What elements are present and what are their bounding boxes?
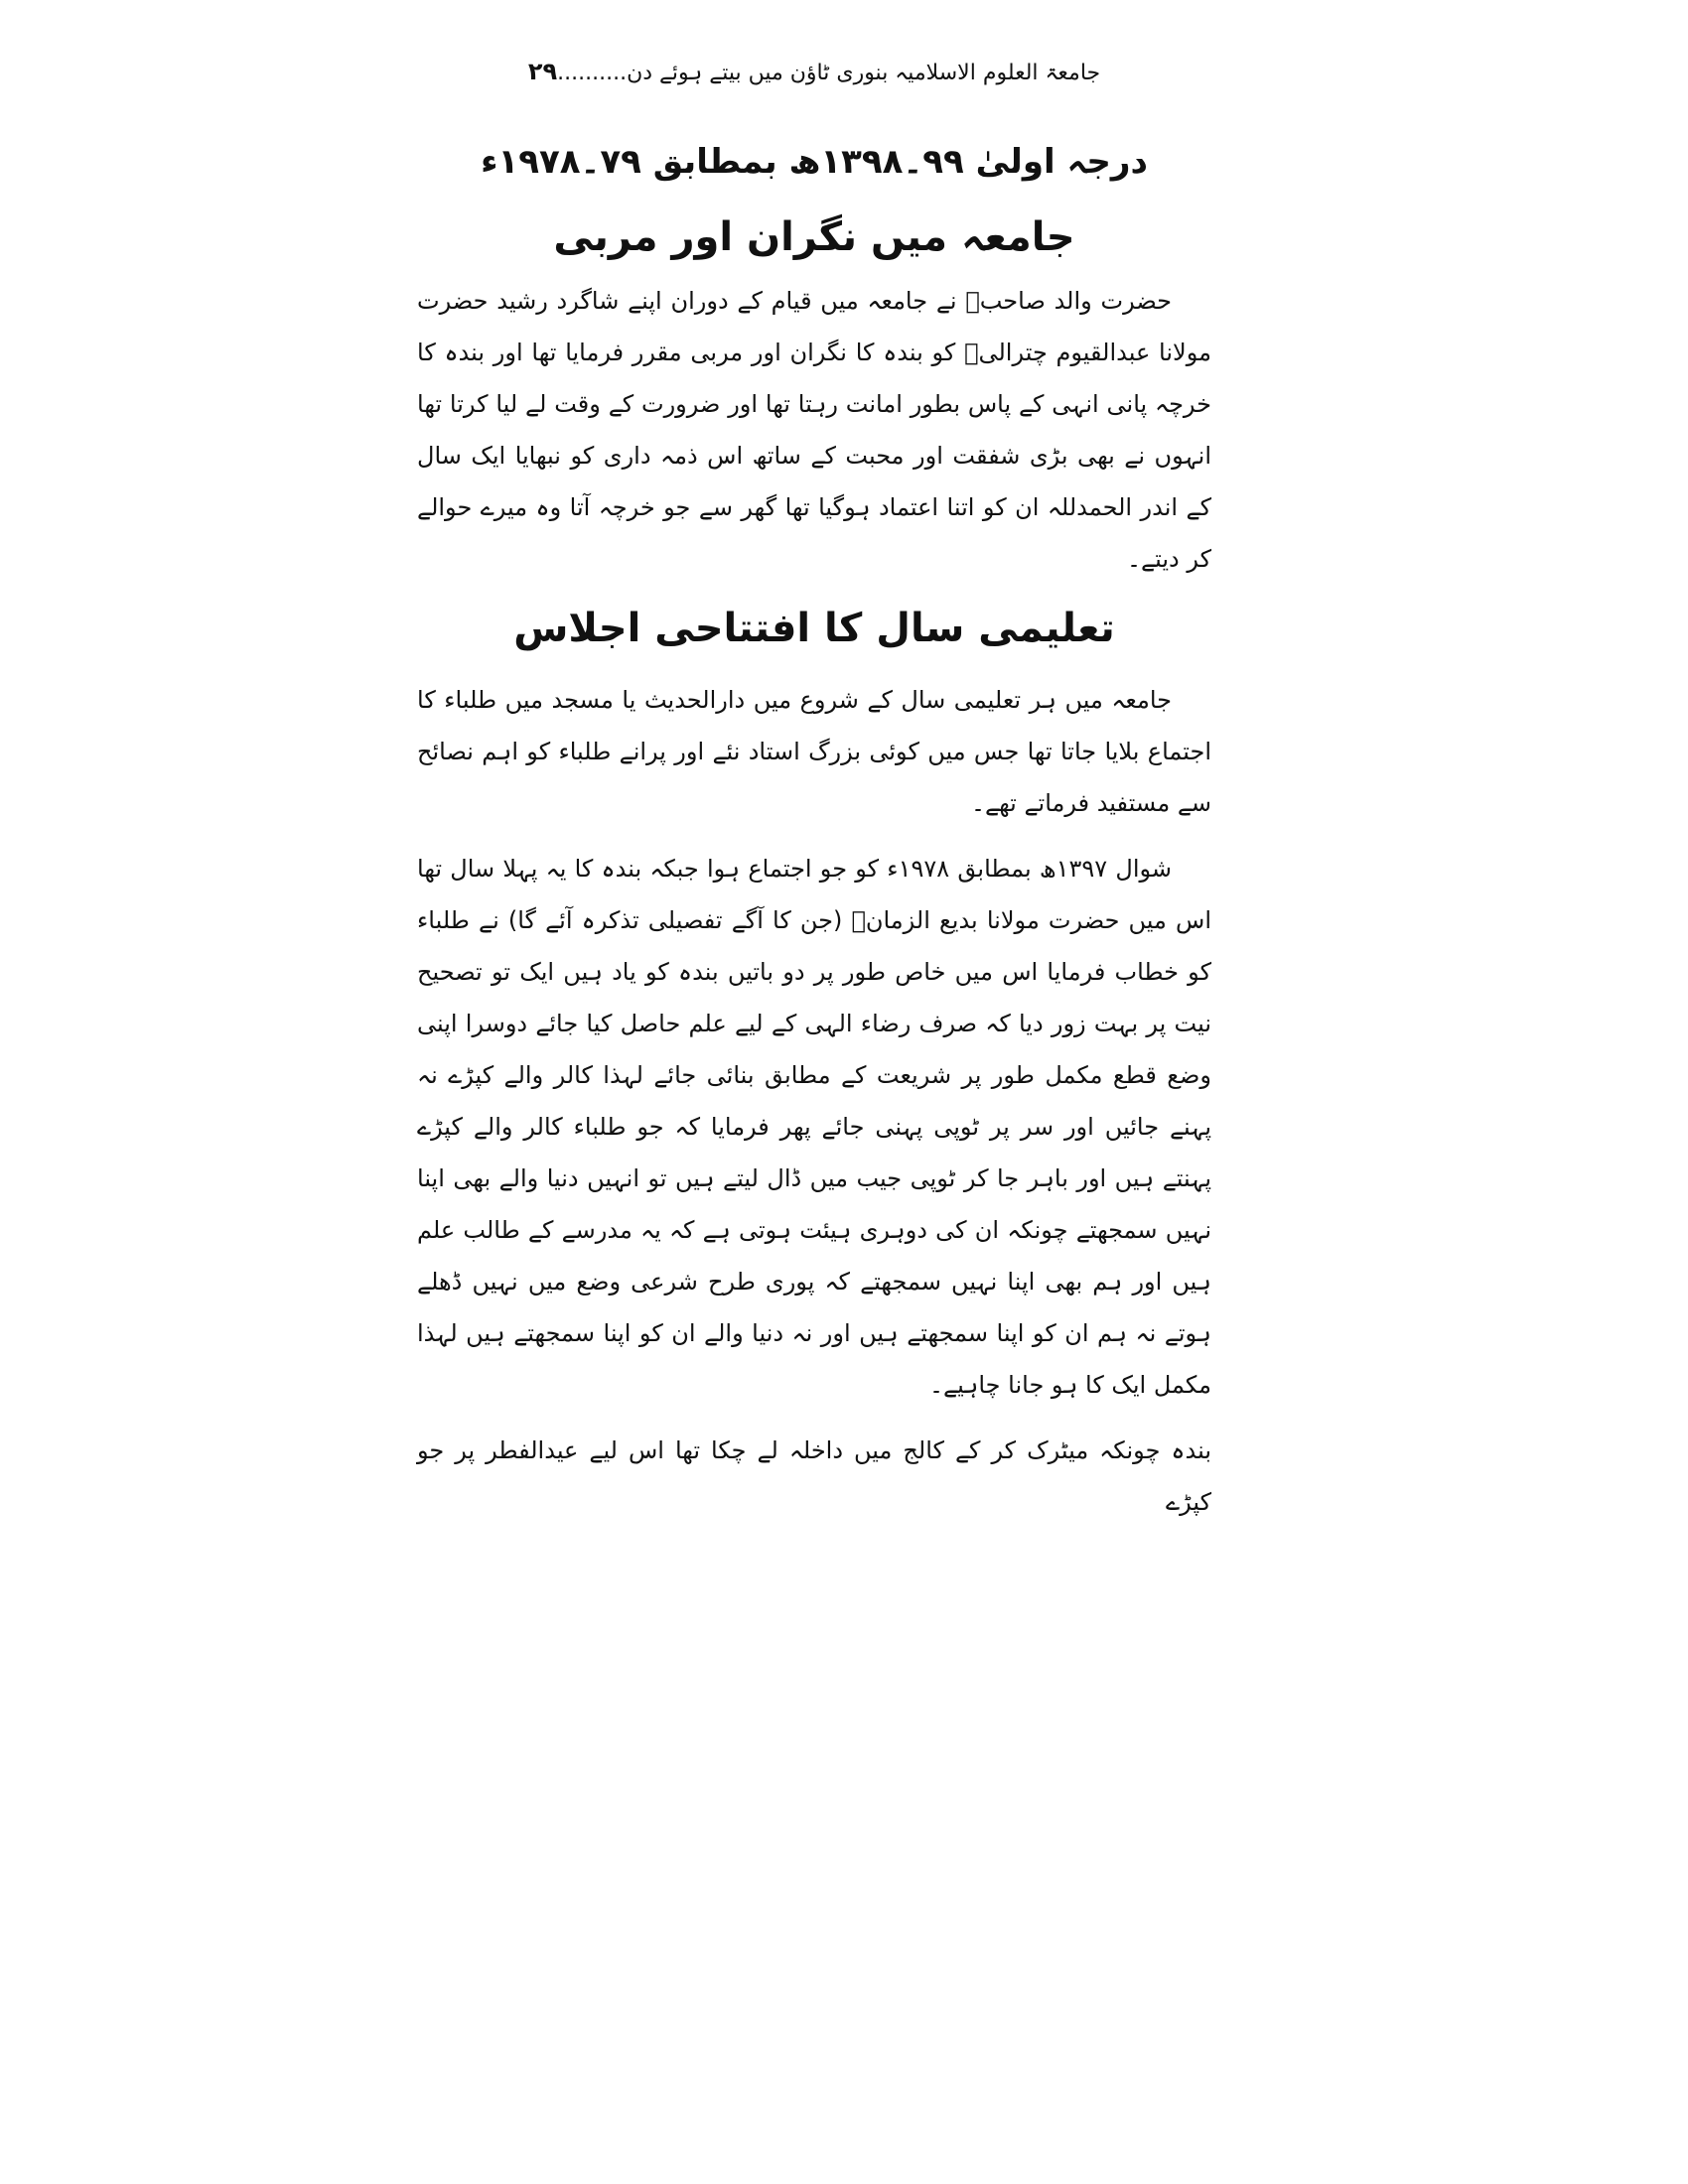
running-header [417,58,1211,85]
paragraph-supervisor: حضرت والد صاحبؒ نے جامعہ میں قیام کے دوران اپنے شاگرد رشید حضرت مولانا عبدالقیوم چترالیؒ کو بندہ کا نگران اور مربی مقرر فرمایا تھا اور بندہ کا خرچہ پانی انہی کے پاس بطور امانت رہتا تھا اور ضرورت کے وقت لے لیا کرتا تھا انہوں نے بھی بڑی شفقت اور محبت کے ساتھ اس ذمہ داری کو نبھایا ایک سال کے اندر الحمدللہ ان کو اتنا اعتماد ہوگیا تھا گھر سے جو خرچہ آتا وہ میرے حوالے کر دیتے۔ [417,287,1211,573]
section-title-opening-session: تعلیمی سال کا افتتاحی اجلاس [513,606,1115,651]
running-head-title: جامعۃ العلوم الاسلامیہ بنوری ٹاؤن میں بیتے ہوئے دن.......... [557,61,1101,85]
page-number: ۲۹ [527,58,558,85]
year-heading: درجہ اولیٰ ۹۹۔۱۳۹۸ھ بمطابق ۷۹۔۱۹۷۸ء [481,142,1148,182]
paragraph-opening-gathering: جامعہ میں ہر تعلیمی سال کے شروع میں دارالحدیث یا مسجد میں طلباء کا اجتماع بلایا جاتا تھا جس میں کوئی بزرگ استاد نئے اور پرانے طلباء کو اہم نصائح سے مستفید فرماتے تھے۔ [417,686,1211,817]
paragraph-matric-college: بندہ چونکہ میٹرک کر کے کالج میں داخلہ لے چکا تھا اس لیے عیدالفطر پر جو کپڑے [417,1436,1211,1516]
section-title-supervisor: جامعہ میں نگران اور مربی [553,214,1075,260]
paragraph-shawwal-address: شوال ۱۳۹۷ھ بمطابق ۱۹۷۸ء کو جو اجتماع ہوا جبکہ بندہ کا یہ پہلا سال تھا اس میں حضرت مولانا بدیع الزمانؒ (جن کا آگے تفصیلی تذکرہ آئے گا) نے طلباء کو خطاب فرمایا اس میں خاص طور پر دو باتیں بندہ کو یاد ہیں ایک تو تصحیح نیت پر بہت زور دیا کہ صرف رضاء الہی کے لیے علم حاصل کیا جائے دوسرا اپنی وضع قطع مکمل طور پر شریعت کے مطابق بنائی جائے لہذا کالر والے کپڑے نہ پہنے جائیں اور سر پر ٹوپی پہنی جائے پھر فرمایا کہ جو طلباء کالر والے کپڑے پہنتے ہیں اور باہر جا کر ٹوپی جیب میں ڈال لیتے ہیں تو انہیں دنیا والے بھی اپنا نہیں سمجھتے چونکہ ان کی دوہری ہیئت ہوتی ہے کہ یہ مدرسے کے طالب علم ہیں اور ہم بھی اپنا نہیں سمجھتے کہ پوری طرح شرعی وضع میں نہیں ڈھلے ہوتے نہ ہم ان کو اپنا سمجھتے ہیں اور نہ دنیا والے ان کو اپنا سمجھتے ہیں لہذا مکمل ایک کا ہو جانا چاہیے۔ [417,855,1211,1399]
document-body [417,134,1211,1542]
